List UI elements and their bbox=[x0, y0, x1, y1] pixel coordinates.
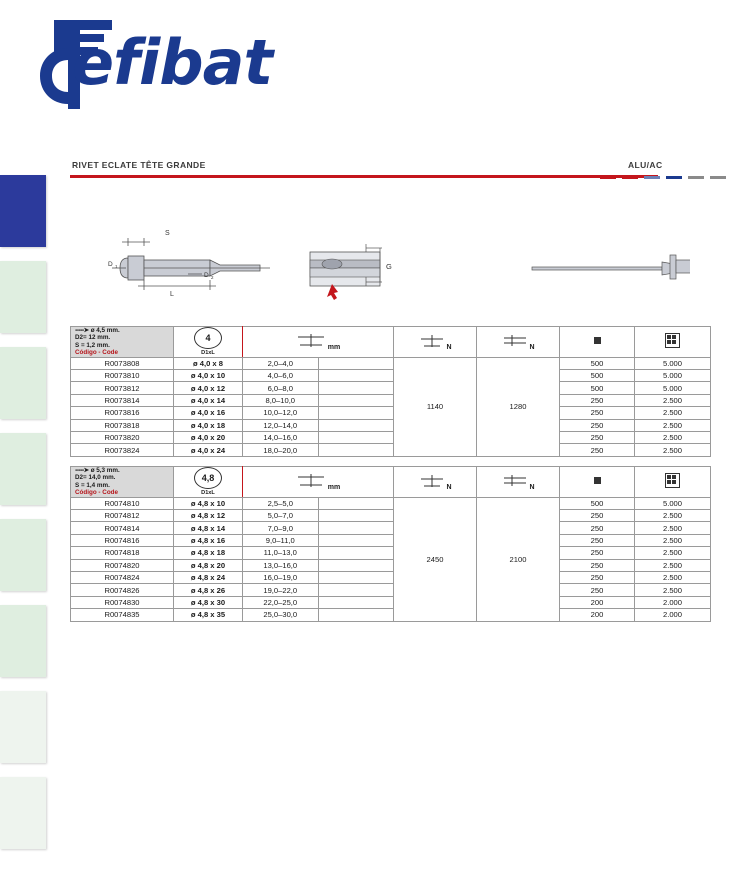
cell-code: R0074835 bbox=[71, 609, 174, 621]
cell-grip: 18,0–20,0 bbox=[243, 444, 319, 456]
header-tensile-cell: N bbox=[477, 467, 560, 498]
cell-code: R0073810 bbox=[71, 370, 174, 382]
svg-text:G: G bbox=[386, 262, 392, 271]
cell-box-qty: 2.500 bbox=[635, 559, 711, 571]
cell-grip: 2,0–4,0 bbox=[243, 357, 319, 369]
cell-code: R0074816 bbox=[71, 534, 174, 546]
header-shear-cell: N bbox=[394, 467, 477, 498]
cell-box-qty: 2.500 bbox=[635, 572, 711, 584]
dash-5 bbox=[710, 176, 726, 179]
cell-pack-qty: 250 bbox=[560, 522, 635, 534]
cell-blank bbox=[318, 547, 394, 559]
cell-blank bbox=[318, 497, 394, 509]
cell-grip: 2,5–5,0 bbox=[243, 497, 319, 509]
dash-decoration bbox=[600, 176, 726, 179]
header-diameter-cell: 4 D1xL bbox=[174, 327, 243, 358]
cell-pack-qty: 250 bbox=[560, 394, 635, 406]
cell-diameter: ø 4,8 x 16 bbox=[174, 534, 243, 546]
cell-pack-qty: 500 bbox=[560, 357, 635, 369]
cell-diameter: ø 4,0 x 18 bbox=[174, 419, 243, 431]
tensile-force-icon bbox=[502, 333, 528, 349]
cell-blank bbox=[318, 596, 394, 608]
header-grip-cell: mm bbox=[243, 327, 394, 358]
cell-pack-qty: 500 bbox=[560, 382, 635, 394]
cell-grip: 14,0–16,0 bbox=[243, 432, 319, 444]
table-row[interactable] bbox=[71, 510, 711, 522]
cell-grip: 4,0–6,0 bbox=[243, 370, 319, 382]
table-row[interactable] bbox=[71, 596, 711, 608]
cell-blank bbox=[318, 522, 394, 534]
cell-code: R0073818 bbox=[71, 419, 174, 431]
sidebar-tab-green-4[interactable] bbox=[0, 519, 46, 591]
cell-blank bbox=[318, 609, 394, 621]
cell-code: R0074818 bbox=[71, 547, 174, 559]
cell-diameter: ø 4,0 x 24 bbox=[174, 444, 243, 456]
cell-code: R0074814 bbox=[71, 522, 174, 534]
table-row[interactable] bbox=[71, 609, 711, 621]
rivet-table-4-0 bbox=[70, 326, 699, 457]
grip-range-icon bbox=[296, 473, 326, 489]
table-header-row bbox=[71, 467, 711, 498]
cell-blank bbox=[318, 432, 394, 444]
cell-code: R0074826 bbox=[71, 584, 174, 596]
cell-blank bbox=[318, 382, 394, 394]
cell-box-qty: 5.000 bbox=[635, 382, 711, 394]
sidebar-tab-green-2[interactable] bbox=[0, 347, 46, 419]
cell-diameter: ø 4,8 x 20 bbox=[174, 559, 243, 571]
table-row[interactable] bbox=[71, 559, 711, 571]
cell-code: R0073820 bbox=[71, 432, 174, 444]
cell-blank bbox=[318, 534, 394, 546]
svg-text:D: D bbox=[108, 261, 113, 268]
cell-box-qty: 5.000 bbox=[635, 370, 711, 382]
cell-blank bbox=[318, 419, 394, 431]
sidebar-tab-blue[interactable] bbox=[0, 175, 46, 247]
table-row[interactable] bbox=[71, 497, 711, 509]
svg-text:1: 1 bbox=[115, 264, 118, 269]
header-diameter-cell: 4,8 D1xL bbox=[174, 467, 243, 498]
cell-diameter: ø 4,8 x 24 bbox=[174, 572, 243, 584]
table-header-row bbox=[71, 327, 711, 358]
cell-box-qty: 5.000 bbox=[635, 357, 711, 369]
cell-diameter: ø 4,0 x 16 bbox=[174, 407, 243, 419]
header-code-cell: ▪▪▪▪▪➤ ø 4,5 mm. D2= 12 mm. S = 1,2 mm. Código - Code bbox=[71, 327, 174, 358]
cell-grip: 13,0–16,0 bbox=[243, 559, 319, 571]
cell-diameter: ø 4,8 x 30 bbox=[174, 596, 243, 608]
material-label: ALU/AC bbox=[628, 160, 663, 170]
brand-logo bbox=[20, 14, 350, 114]
cell-blank bbox=[318, 370, 394, 382]
dash-0 bbox=[600, 176, 616, 179]
cell-grip: 16,0–19,0 bbox=[243, 572, 319, 584]
cell-blank bbox=[318, 584, 394, 596]
cell-box-qty: 2.500 bbox=[635, 419, 711, 431]
table-row[interactable] bbox=[71, 394, 711, 406]
cell-diameter: ø 4,8 x 18 bbox=[174, 547, 243, 559]
cell-shear-force: 1140 bbox=[394, 357, 477, 456]
cell-code: R0074830 bbox=[71, 596, 174, 608]
cell-box-qty: 2.500 bbox=[635, 534, 711, 546]
cell-grip: 9,0–11,0 bbox=[243, 534, 319, 546]
cell-pack-qty: 200 bbox=[560, 609, 635, 621]
sidebar-tab-green-6[interactable] bbox=[0, 691, 46, 763]
cell-diameter: ø 4,8 x 14 bbox=[174, 522, 243, 534]
tensile-force-icon bbox=[502, 473, 528, 489]
cell-code: R0074820 bbox=[71, 559, 174, 571]
brand-name: efibat bbox=[72, 26, 273, 99]
cell-pack-qty: 500 bbox=[560, 370, 635, 382]
cell-blank bbox=[318, 559, 394, 571]
table-row[interactable] bbox=[71, 522, 711, 534]
sidebar-tab-green-5[interactable] bbox=[0, 605, 46, 677]
cell-grip: 12,0–14,0 bbox=[243, 419, 319, 431]
shear-force-icon bbox=[419, 473, 445, 489]
header-box-cell bbox=[635, 467, 711, 498]
cell-pack-qty: 250 bbox=[560, 419, 635, 431]
cell-diameter: ø 4,0 x 8 bbox=[174, 357, 243, 369]
cell-grip: 7,0–9,0 bbox=[243, 522, 319, 534]
cell-box-qty: 2.500 bbox=[635, 432, 711, 444]
cell-code: R0073814 bbox=[71, 394, 174, 406]
cell-diameter: ø 4,8 x 26 bbox=[174, 584, 243, 596]
side-tab-strip bbox=[0, 175, 46, 863]
dash-1 bbox=[622, 176, 638, 179]
dash-4 bbox=[688, 176, 704, 179]
svg-text:S: S bbox=[165, 230, 170, 237]
cell-tensile-force: 2100 bbox=[477, 497, 560, 621]
cell-box-qty: 2.500 bbox=[635, 407, 711, 419]
cell-diameter: ø 4,8 x 10 bbox=[174, 497, 243, 509]
cell-grip: 10,0–12,0 bbox=[243, 407, 319, 419]
header-box-cell bbox=[635, 327, 711, 358]
cell-blank bbox=[318, 394, 394, 406]
cell-grip: 19,0–22,0 bbox=[243, 584, 319, 596]
spec-table bbox=[70, 326, 711, 457]
table-row[interactable] bbox=[71, 547, 711, 559]
cell-pack-qty: 250 bbox=[560, 572, 635, 584]
cell-pack-qty: 250 bbox=[560, 584, 635, 596]
table-row[interactable] bbox=[71, 382, 711, 394]
rivet-table-4-8 bbox=[70, 466, 699, 622]
cell-box-qty: 2.500 bbox=[635, 584, 711, 596]
cell-diameter: ø 4,0 x 10 bbox=[174, 370, 243, 382]
cell-grip: 22,0–25,0 bbox=[243, 596, 319, 608]
cell-shear-force: 2450 bbox=[394, 497, 477, 621]
cell-grip: 8,0–10,0 bbox=[243, 394, 319, 406]
table-row[interactable] bbox=[71, 432, 711, 444]
cell-code: R0073808 bbox=[71, 357, 174, 369]
cell-pack-qty: 250 bbox=[560, 444, 635, 456]
cell-pack-qty: 250 bbox=[560, 432, 635, 444]
cell-code: R0073812 bbox=[71, 382, 174, 394]
cell-blank bbox=[318, 357, 394, 369]
cell-pack-qty: 250 bbox=[560, 534, 635, 546]
table-row[interactable] bbox=[71, 444, 711, 456]
page-title: RIVET ECLATE TÊTE GRANDE bbox=[72, 160, 206, 170]
cell-grip: 25,0–30,0 bbox=[243, 609, 319, 621]
cell-box-qty: 2.500 bbox=[635, 547, 711, 559]
spec-table bbox=[70, 466, 711, 622]
header-code-cell: ▪▪▪▪▪➤ ø 5,3 mm. D2= 14,0 mm. S = 1,4 mm. Código - Code bbox=[71, 467, 174, 498]
cell-box-qty: 2.000 bbox=[635, 609, 711, 621]
grip-range-icon bbox=[296, 333, 326, 349]
cell-code: R0073816 bbox=[71, 407, 174, 419]
svg-text:D: D bbox=[204, 272, 209, 279]
cell-code: R0074824 bbox=[71, 572, 174, 584]
cell-grip: 11,0–13,0 bbox=[243, 547, 319, 559]
header-pack-cell bbox=[560, 327, 635, 358]
cell-box-qty: 2.500 bbox=[635, 394, 711, 406]
cell-pack-qty: 250 bbox=[560, 407, 635, 419]
header-shear-cell: N bbox=[394, 327, 477, 358]
svg-text:2: 2 bbox=[211, 275, 214, 280]
dash-2 bbox=[644, 176, 660, 179]
cell-box-qty: 2.500 bbox=[635, 444, 711, 456]
shear-force-icon bbox=[419, 333, 445, 349]
cell-code: R0074812 bbox=[71, 510, 174, 522]
svg-text:L: L bbox=[170, 291, 174, 298]
cell-code: R0073824 bbox=[71, 444, 174, 456]
table-row[interactable] bbox=[71, 534, 711, 546]
cell-diameter: ø 4,8 x 12 bbox=[174, 510, 243, 522]
header-tensile-cell: N bbox=[477, 327, 560, 358]
table-row[interactable] bbox=[71, 419, 711, 431]
cell-box-qty: 2.500 bbox=[635, 510, 711, 522]
cell-box-qty: 5.000 bbox=[635, 497, 711, 509]
technical-drawings bbox=[70, 222, 690, 317]
cell-box-qty: 2.500 bbox=[635, 522, 711, 534]
table-row[interactable] bbox=[71, 572, 711, 584]
cell-pack-qty: 250 bbox=[560, 559, 635, 571]
table-row[interactable] bbox=[71, 407, 711, 419]
cell-grip: 5,0–7,0 bbox=[243, 510, 319, 522]
cell-tensile-force: 1280 bbox=[477, 357, 560, 456]
header-grip-cell: mm bbox=[243, 467, 394, 498]
cell-blank bbox=[318, 510, 394, 522]
table-row[interactable] bbox=[71, 357, 711, 369]
cell-blank bbox=[318, 444, 394, 456]
cell-diameter: ø 4,0 x 12 bbox=[174, 382, 243, 394]
cell-grip: 6,0–8,0 bbox=[243, 382, 319, 394]
sidebar-tab-green-3[interactable] bbox=[0, 433, 46, 505]
cell-code: R0074810 bbox=[71, 497, 174, 509]
table-row[interactable] bbox=[71, 584, 711, 596]
header-pack-cell bbox=[560, 467, 635, 498]
cell-blank bbox=[318, 407, 394, 419]
header-rule bbox=[70, 175, 658, 178]
cell-pack-qty: 250 bbox=[560, 547, 635, 559]
cell-pack-qty: 250 bbox=[560, 510, 635, 522]
cell-diameter: ø 4,0 x 20 bbox=[174, 432, 243, 444]
cell-diameter: ø 4,0 x 14 bbox=[174, 394, 243, 406]
sidebar-tab-green-7[interactable] bbox=[0, 777, 46, 849]
cell-pack-qty: 500 bbox=[560, 497, 635, 509]
sidebar-tab-green-1[interactable] bbox=[0, 261, 46, 333]
table-row[interactable] bbox=[71, 370, 711, 382]
cell-diameter: ø 4,8 x 35 bbox=[174, 609, 243, 621]
dash-3 bbox=[666, 176, 682, 179]
cell-box-qty: 2.000 bbox=[635, 596, 711, 608]
cell-blank bbox=[318, 572, 394, 584]
cell-pack-qty: 200 bbox=[560, 596, 635, 608]
